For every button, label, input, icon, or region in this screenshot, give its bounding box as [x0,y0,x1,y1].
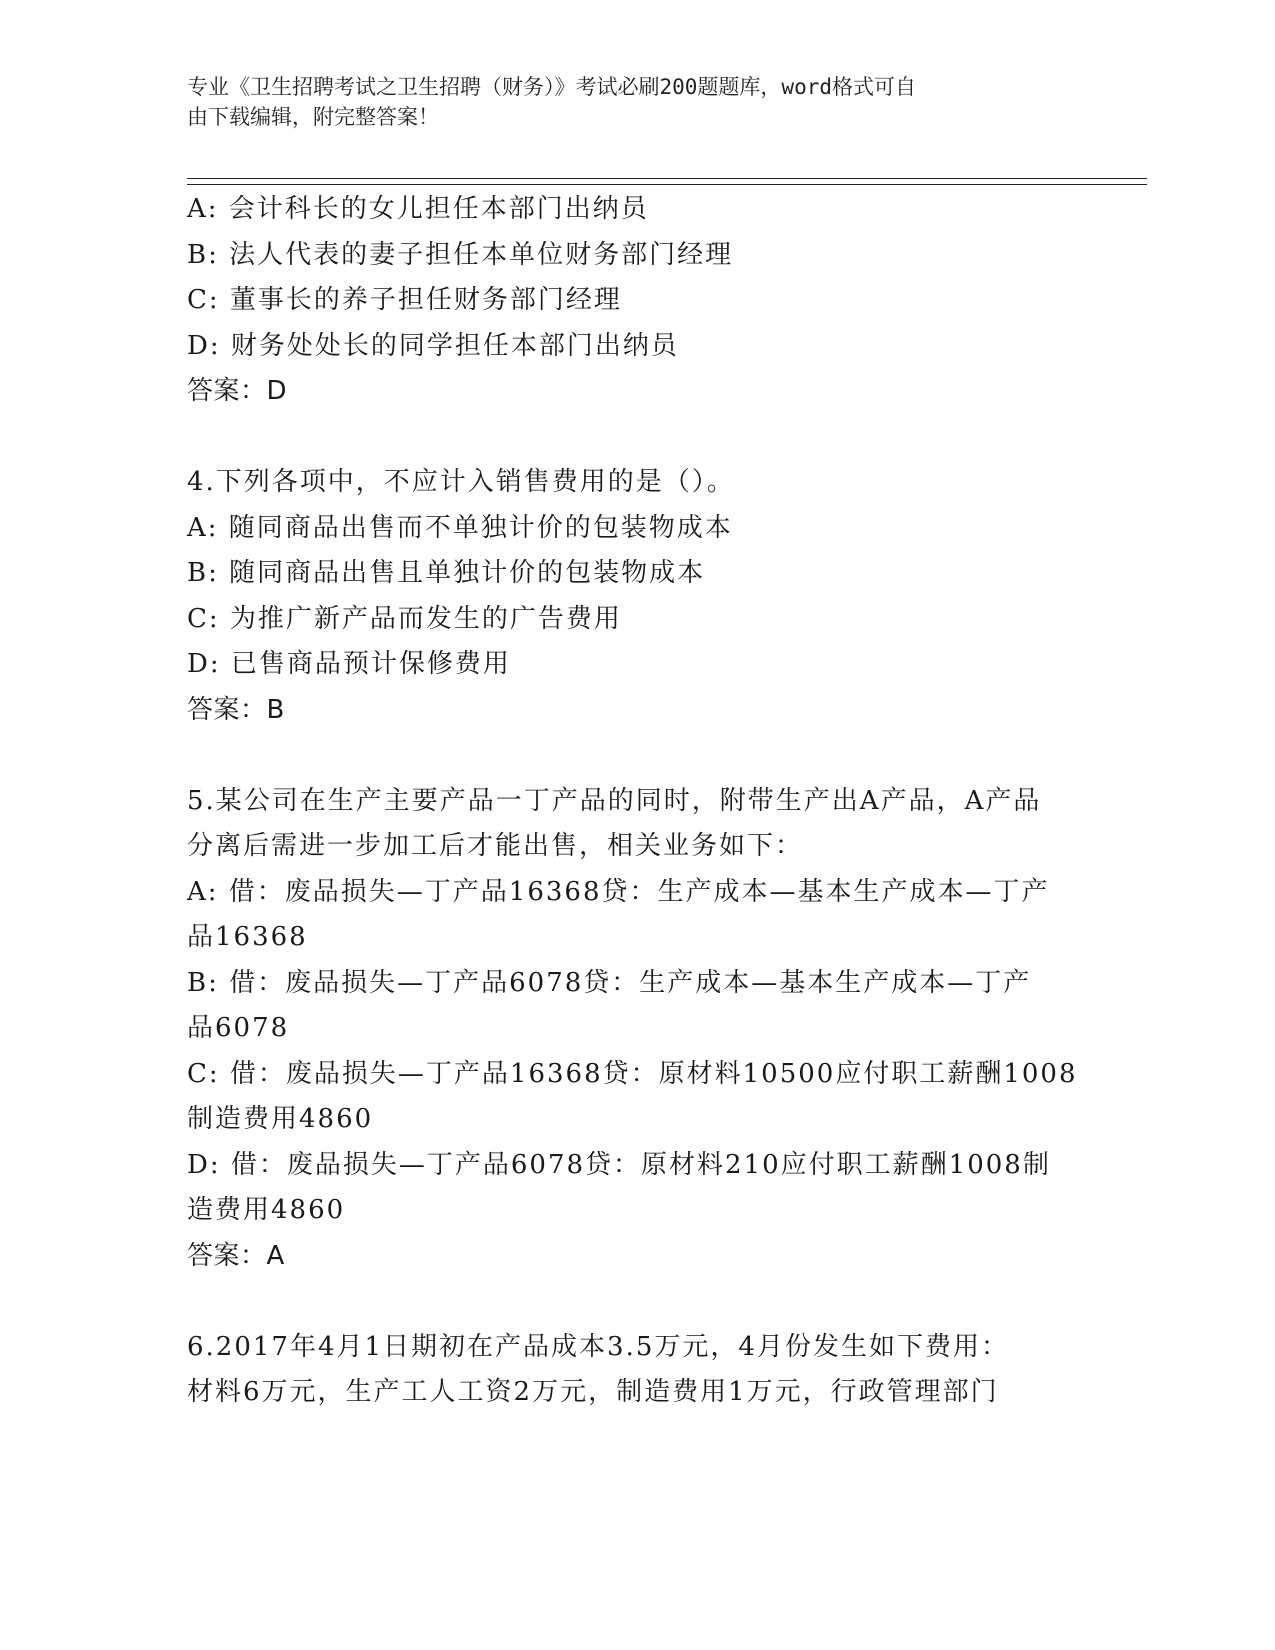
header-rule-top [187,178,1147,179]
q5-option-d-line-1: D: 借：废品损失—丁产品6078贷：原材料210应付职工薪酬1008制 [187,1149,1051,1180]
header-line-2: 由下载编辑，附完整答案！ [187,105,439,129]
q3-option-b: B: 法人代表的妻子担任本单位财务部门经理 [187,239,734,270]
question-6 [187,1325,1087,1416]
q5-option-c-line-2: 制造费用4860 [187,1104,374,1134]
q3-option-c: C: 董事长的养子担任财务部门经理 [187,285,622,315]
q6-stem-line-2: 材料6万元，生产工人工资2万元，制造费用1万元，行政管理部门 [187,1377,999,1407]
q4-option-b: B: 随同商品出售且单独计价的包装物成本 [187,558,706,588]
q5-option-d-line-2: 造费用4860 [187,1195,346,1225]
q3-answer: 答案：D [187,376,288,406]
question-5 [187,779,1087,1280]
q4-option-a: A: 随同商品出售而不单独计价的包装物成本 [187,512,733,543]
q5-option-b-line-1: B: 借：废品损失—丁产品6078贷：生产成本—基本生产成本—丁产 [187,967,1032,998]
q4-answer: 答案：B [187,694,285,725]
q6-stem-line-1: 6.2017年4月1日期初在产品成本3.5万元，4月份发生如下费用： [187,1331,1009,1362]
question-4 [187,460,1087,733]
q3-option-d: D: 财务处处长的同学担任本部门出纳员 [187,330,679,361]
q4-option-c: C: 为推广新产品而发生的广告费用 [187,603,622,634]
q3-option-a: A: 会计科长的女儿担任本部门出纳员 [187,194,649,224]
spacer [187,415,1087,461]
header-line-1: 专业《卫生招聘考试之卫生招聘（财务）》考试必刷200题题库，word格式可自 [187,75,916,99]
q5-option-a-line-2: 品16368 [187,922,308,952]
q5-option-c-line-1: C: 借：废品损失—丁产品16368贷：原材料10500应付职工薪酬1008 [187,1058,1078,1089]
header-rule-bottom [187,184,1147,185]
q5-option-b-line-2: 品6078 [187,1013,290,1043]
question-3 [187,187,1087,415]
q5-answer: 答案：A [187,1240,285,1271]
q5-option-a-line-1: A: 借：废品损失—丁产品16368贷：生产成本—基本生产成本—丁产 [187,876,1050,907]
document-body [187,187,1087,1416]
document-header [187,72,1067,132]
q4-option-d: D: 已售商品预计保修费用 [187,649,511,679]
q5-stem-line-1: 5.某公司在生产主要产品一丁产品的同时，附带生产出A产品，A产品 [187,785,1042,816]
spacer [187,733,1087,779]
q4-stem: 4.下列各项中，不应计入销售费用的是（）。 [187,467,735,497]
q5-stem-line-2: 分离后需进一步加工后才能出售，相关业务如下： [187,831,804,861]
spacer [187,1279,1087,1325]
